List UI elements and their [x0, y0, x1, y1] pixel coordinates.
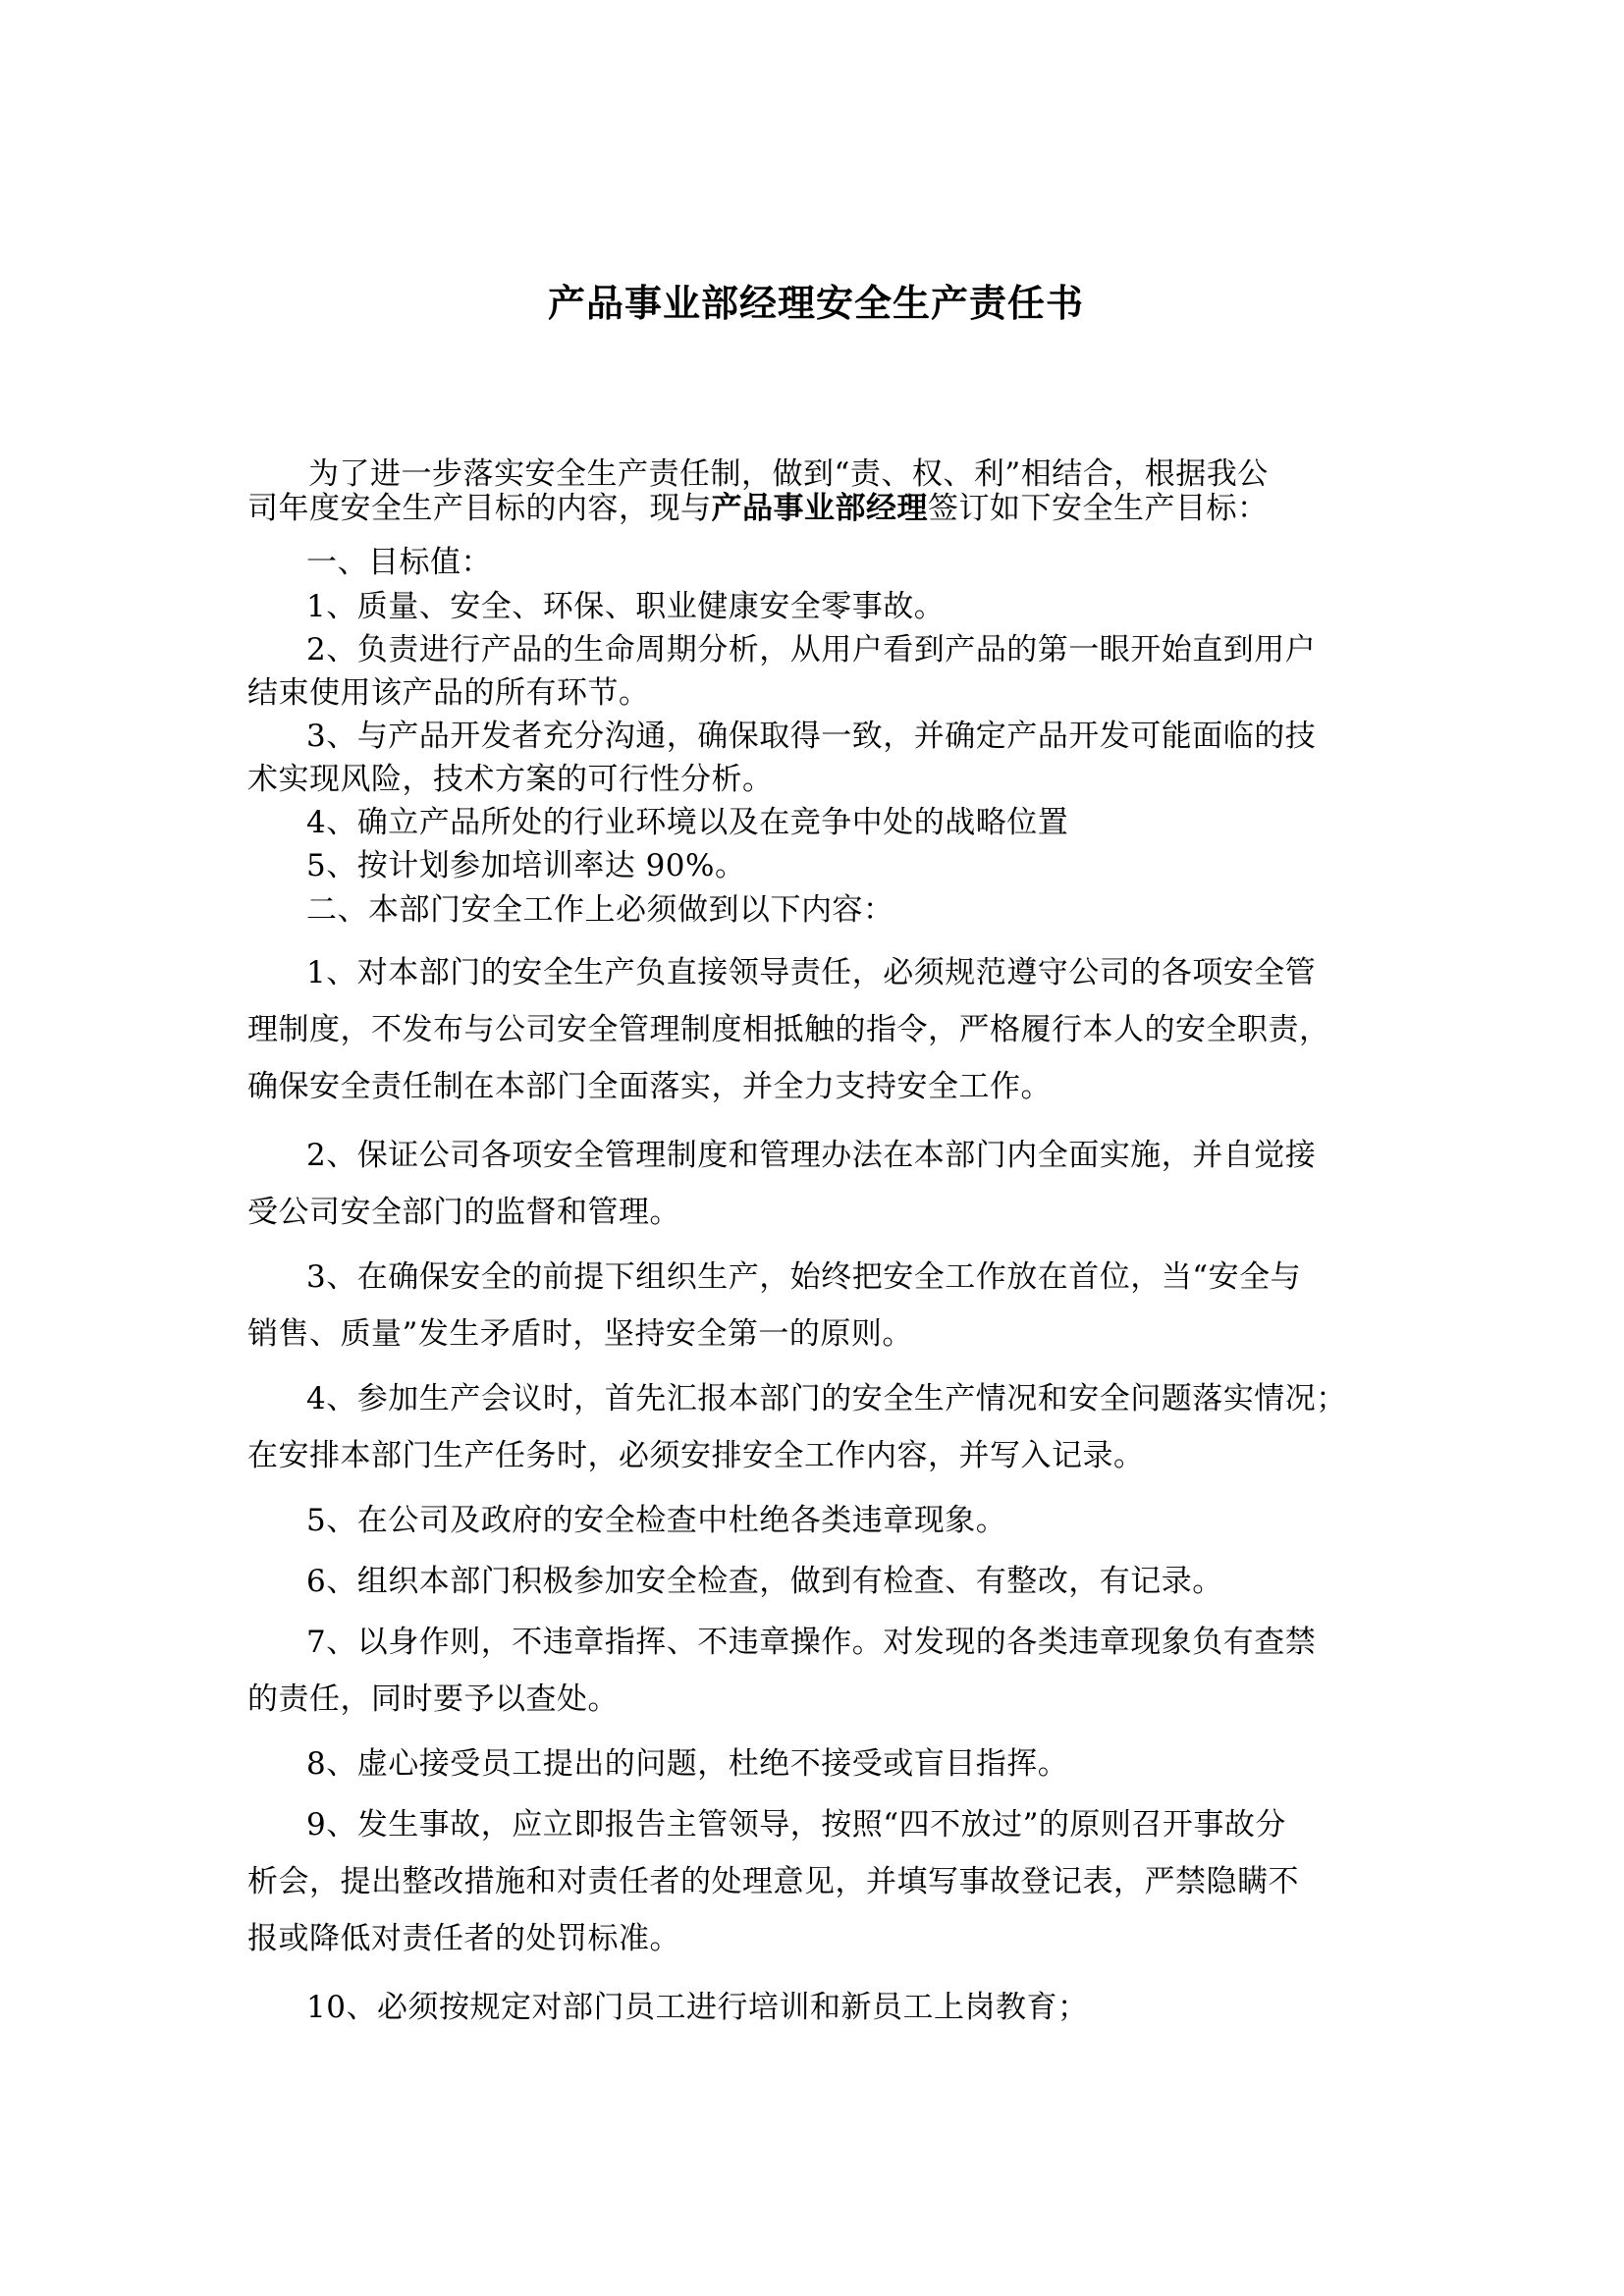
item-line: 报或降低对责任者的处罚标准。 — [247, 1921, 680, 1956]
section2-item-5: 5、在公司及政府的安全检查中杜绝各类违章现象。 — [306, 1503, 1007, 1538]
section2-heading: 二、本部门安全工作上必须做到以下内容： — [306, 892, 894, 928]
intro-text: 签订如下安全生产目标： — [928, 491, 1269, 526]
item-line: 析会，提出整改措施和对责任者的处理意见，并填写事故登记表，严禁隐瞒不 — [247, 1864, 1299, 1899]
section1-item-2 — [247, 633, 1384, 711]
section2-item-4 — [247, 1370, 1384, 1484]
item-line: 2、负责进行产品的生命周期分析，从用户看到产品的第一眼开始直到用户 — [306, 632, 1317, 667]
item-line: 2、保证公司各项安全管理制度和管理办法在本部门内全面实施，并自觉接 — [306, 1138, 1317, 1173]
item-line: 1、对本部门的安全生产负直接领导责任，必须规范遵守公司的各项安全管 — [306, 955, 1317, 990]
section2-item-8: 8、虚心接受员工提出的问题，杜绝不接受或盲目指挥。 — [306, 1746, 1069, 1782]
item-line: 7、以身作则，不违章指挥、不违章操作。对发现的各类违章现象负有查禁 — [306, 1625, 1317, 1660]
section2-item-10: 10、必须按规定对部门员工进行培训和新员工上岗教育； — [306, 1990, 1089, 2025]
section1-item-3 — [247, 720, 1384, 797]
item-line: 3、在确保安全的前提下组织生产，始终把安全工作放在首位，当“安全与 — [306, 1259, 1302, 1295]
intro-line-2 — [247, 492, 1384, 526]
section2-item-6: 6、组织本部门积极参加安全检查，做到有检查、有整改，有记录。 — [306, 1564, 1223, 1599]
item-line: 3、与产品开发者充分沟通，确保取得一致，并确定产品开发可能面临的技 — [306, 719, 1317, 754]
section2-item-7 — [247, 1614, 1384, 1728]
item-line: 理制度，不发布与公司安全管理制度相抵触的指令，严格履行本人的安全职责， — [247, 1012, 1330, 1047]
item-line: 术实现风险，技术方案的可行性分析。 — [247, 762, 774, 797]
item-line: 9、发生事故，应立即报告主管领导，按照“四不放过”的原则召开事故分 — [306, 1807, 1286, 1842]
section1-heading: 一、目标值： — [306, 545, 492, 580]
item-line: 在安排本部门生产任务时，必须安排安全工作内容，并写入记录。 — [247, 1438, 1145, 1473]
item-line: 确保安全责任制在本部门全面落实，并全力支持安全工作。 — [247, 1069, 1052, 1104]
item-line: 销售、质量”发生矛盾时，坚持安全第一的原则。 — [247, 1316, 913, 1352]
item-line: 受公司安全部门的监督和管理。 — [247, 1195, 680, 1230]
document-title: 产品事业部经理安全生产责任书 — [547, 281, 1084, 325]
item-line: 结束使用该产品的所有环节。 — [247, 675, 650, 711]
section2-item-3 — [247, 1249, 1384, 1362]
intro-paragraph — [247, 457, 1384, 526]
intro-text: 司年度安全生产目标的内容，现与 — [247, 491, 712, 526]
section2-item-2 — [247, 1127, 1384, 1241]
item-line: 的责任，同时要予以查处。 — [247, 1682, 619, 1717]
section1-item-4: 4、确立产品所处的行业环境以及在竞争中处的战略位置 — [306, 805, 1069, 840]
intro-line-1: 为了进一步落实安全生产责任制，做到“责、权、利”相结合，根据我公 — [308, 456, 1269, 492]
item-line: 4、参加生产会议时，首先汇报本部门的安全生产情况和安全问题落实情况； — [306, 1381, 1347, 1416]
party-name: 产品事业部经理 — [711, 491, 928, 526]
section1-item-5: 5、按计划参加培训率达 90%。 — [306, 848, 746, 883]
section2-item-9 — [247, 1796, 1384, 1967]
section1-item-1: 1、质量、安全、环保、职业健康安全零事故。 — [306, 589, 946, 624]
section2-item-1 — [247, 944, 1384, 1115]
